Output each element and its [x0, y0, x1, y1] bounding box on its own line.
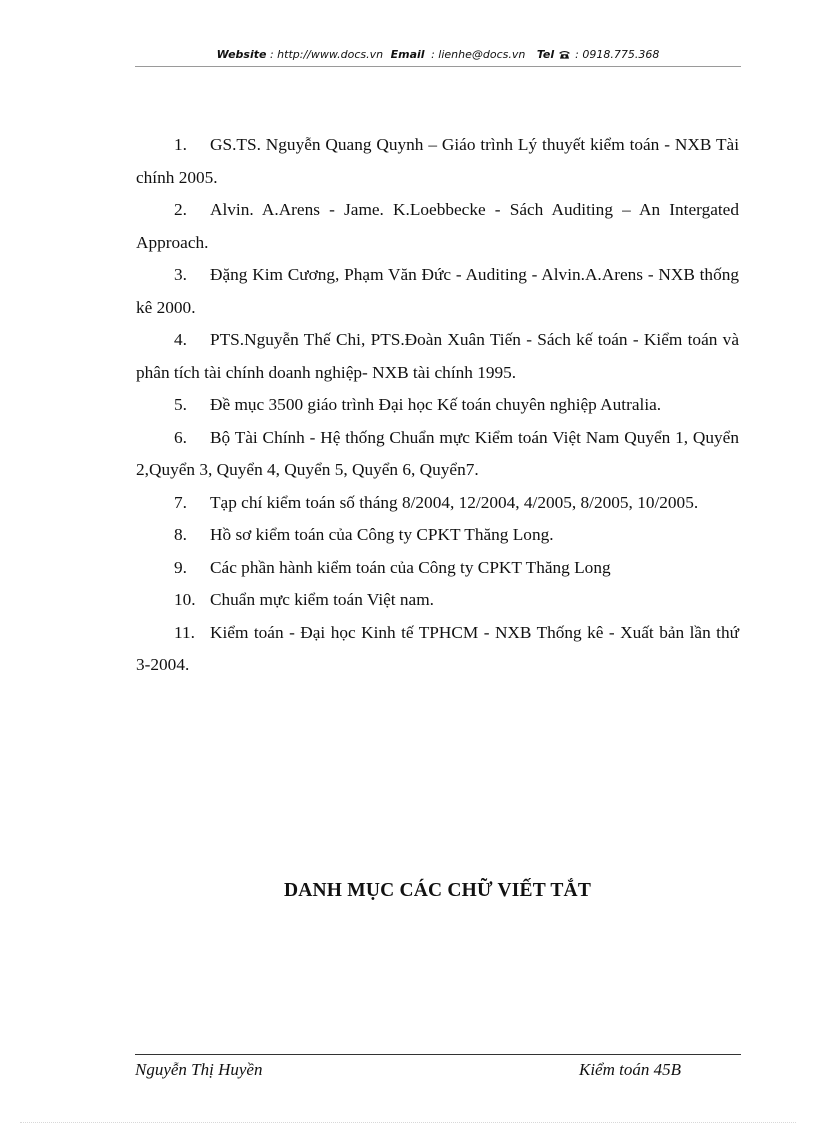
email-label: Email [390, 48, 425, 61]
tel-label: Tel [536, 48, 555, 61]
phone-icon [559, 50, 570, 59]
reference-number: 6. [174, 427, 187, 447]
footer-author: Nguyễn Thị Huyền [135, 1060, 263, 1079]
reference-item [136, 129, 739, 194]
reference-text: Đặng Kim Cương, Phạm Văn Đức - Auditing - Alvin.A.Arens - NXB thống kê 2000. [136, 265, 739, 317]
website-link[interactable]: : http://www.docs.vn [269, 48, 384, 61]
reference-text: Tạp chí kiểm toán số tháng 8/2004, 12/2004, 4/2005, 8/2005, 10/2005. [210, 492, 699, 512]
reference-item [136, 324, 739, 389]
reference-text: Chuẩn mực kiểm toán Việt nam. [210, 590, 434, 609]
reference-number: 10. [174, 590, 196, 609]
reference-text: Đề mục 3500 giáo trình Đại học Kế toán chuyên nghiệp Autralia. [210, 395, 662, 414]
reference-item [136, 519, 739, 552]
reference-item [136, 552, 739, 585]
reference-number: 1. [174, 135, 187, 154]
footer-class: Kiểm toán 45B [579, 1060, 681, 1079]
reference-number: 3. [174, 265, 187, 284]
reference-number: 4. [174, 330, 187, 349]
reference-text: Các phần hành kiểm toán của Công ty CPKT Thăng Long [210, 557, 611, 577]
reference-text: PTS.Nguyễn Thế Chi, PTS.Đoàn Xuân Tiến - Sách kế toán - Kiểm toán và phân tích tài chính doanh nghiệp- NXB tài chính 1995. [136, 330, 739, 382]
reference-item [136, 389, 739, 422]
section-title: DANH MỤC CÁC CHỮ VIẾT TẮT [283, 880, 592, 901]
reference-number: 2. [174, 200, 187, 219]
reference-text: GS.TS. Nguyễn Quang Quynh – Giáo trình Lý thuyết kiểm toán - NXB Tài chính 2005. [136, 135, 739, 187]
page-footer [135, 1054, 741, 1085]
reference-number: 9. [174, 557, 187, 577]
reference-list [136, 129, 739, 682]
reference-item [136, 584, 739, 617]
reference-item [136, 422, 739, 487]
reference-item [136, 617, 739, 682]
email-link[interactable]: : lienhe@docs.vn [431, 48, 526, 61]
reference-item [136, 259, 739, 324]
reference-number: 8. [174, 525, 187, 544]
website-label: Website [216, 48, 267, 61]
reference-number: 5. [174, 395, 187, 414]
reference-item [136, 487, 739, 520]
tel-value: : 0918.775.368 [575, 48, 660, 61]
reference-item [136, 194, 739, 259]
reference-text: Bộ Tài Chính - Hệ thống Chuẩn mực Kiểm toán Việt Nam Quyển 1, Quyển 2,Quyển 3, Quyển 4, Quyển 5, Quyển 6, Quyển7. [136, 427, 739, 479]
reference-text: Kiểm toán - Đại học Kinh tế TPHCM - NXB Thống kê - Xuất bản lần thứ 3-2004. [136, 622, 739, 674]
reference-text: Hồ sơ kiểm toán của Công ty CPKT Thăng Long. [210, 525, 554, 544]
reference-number: 11. [174, 622, 195, 642]
page-header [135, 46, 741, 67]
reference-text: Alvin. A.Arens - Jame. K.Loebbecke - Sách Auditing – An Intergated Approach. [136, 200, 739, 252]
reference-number: 7. [174, 492, 187, 512]
